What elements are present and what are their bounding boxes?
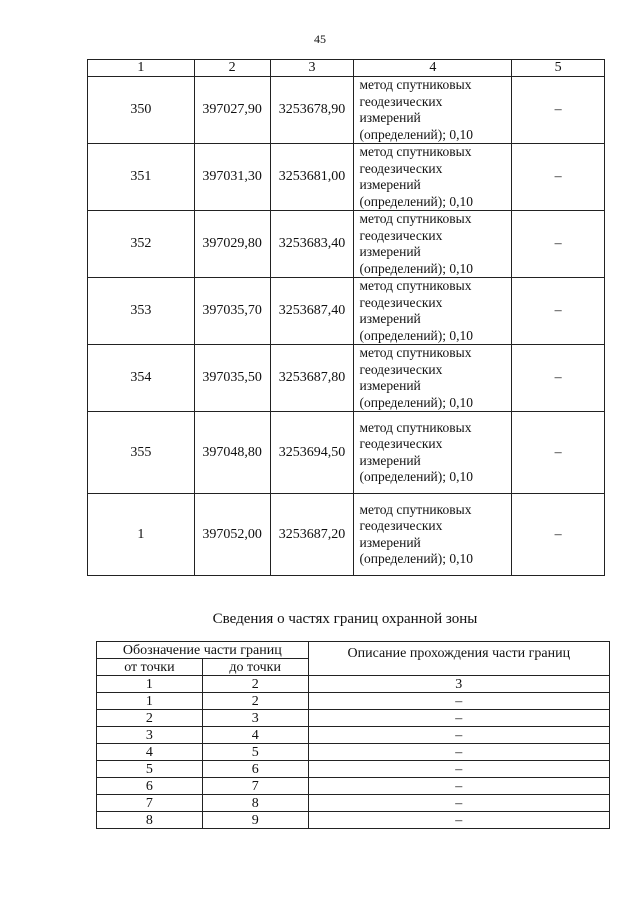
column-number-row xyxy=(97,676,610,693)
note-cell: – xyxy=(512,144,605,211)
table-row xyxy=(97,727,610,744)
y-coordinate: 3253681,00 xyxy=(270,144,354,211)
method-line: (определений); 0,10 xyxy=(359,260,474,276)
column-number: 3 xyxy=(308,676,609,693)
to-point: 6 xyxy=(202,761,308,778)
x-coordinate: 397052,00 xyxy=(194,494,270,576)
method-line: метод спутниковых xyxy=(359,501,472,517)
point-number: 350 xyxy=(88,77,195,144)
from-point: 7 xyxy=(97,795,203,812)
note-cell: – xyxy=(512,211,605,278)
y-coordinate: 3253687,20 xyxy=(270,494,354,576)
x-coordinate: 397035,70 xyxy=(194,278,270,345)
method-line: измерений xyxy=(359,177,421,192)
column-header: 2 xyxy=(194,60,270,77)
method-line: измерений xyxy=(359,534,421,550)
table-row xyxy=(97,778,610,795)
description-cell: – xyxy=(308,727,609,744)
y-coordinate: 3253687,80 xyxy=(270,345,354,412)
to-point: 5 xyxy=(202,744,308,761)
to-point: 2 xyxy=(202,693,308,710)
to-point: 9 xyxy=(202,812,308,829)
from-point: 8 xyxy=(97,812,203,829)
description-cell: – xyxy=(308,710,609,727)
coordinates-table-header-row xyxy=(88,60,605,77)
column-number: 1 xyxy=(97,676,203,693)
method-line: метод спутниковых xyxy=(359,77,472,92)
from-point-header: от точки xyxy=(97,659,203,676)
method-line: геодезических xyxy=(359,518,443,533)
description-cell: – xyxy=(308,778,609,795)
table-row xyxy=(97,795,610,812)
column-header: 5 xyxy=(512,60,605,77)
table-row xyxy=(97,710,610,727)
method-line: геодезических xyxy=(359,93,443,109)
point-number: 352 xyxy=(88,211,195,278)
column-header: 1 xyxy=(88,60,195,77)
note-cell: – xyxy=(512,345,605,412)
table-row xyxy=(88,278,605,345)
point-number: 354 xyxy=(88,345,195,412)
method-line: измерений xyxy=(359,452,421,468)
description-cell: – xyxy=(308,812,609,829)
to-point-header: до точки xyxy=(202,659,308,676)
from-point: 3 xyxy=(97,727,203,744)
boundary-parts-table xyxy=(96,641,610,829)
note-cell: – xyxy=(512,77,605,144)
designation-header: Обозначение части границ xyxy=(97,642,309,659)
from-point: 5 xyxy=(97,761,203,778)
method-line: (определений); 0,10 xyxy=(359,394,474,410)
column-header: 3 xyxy=(270,60,354,77)
table-row xyxy=(88,211,605,278)
description-cell: – xyxy=(308,761,609,778)
method-cell xyxy=(354,494,512,576)
to-point: 3 xyxy=(202,710,308,727)
point-number: 355 xyxy=(88,412,195,494)
column-header: 4 xyxy=(354,60,512,77)
point-number: 353 xyxy=(88,278,195,345)
x-coordinate: 397027,90 xyxy=(194,77,270,144)
table-row xyxy=(97,812,610,829)
x-coordinate: 397048,80 xyxy=(194,412,270,494)
table-row xyxy=(88,77,605,144)
method-line: метод спутниковых xyxy=(359,144,472,159)
method-line: (определений); 0,10 xyxy=(359,469,474,484)
from-point: 2 xyxy=(97,710,203,727)
method-line: геодезических xyxy=(359,160,443,176)
point-number: 351 xyxy=(88,144,195,211)
table-row xyxy=(97,744,610,761)
to-point: 8 xyxy=(202,795,308,812)
table-row xyxy=(97,693,610,710)
note-cell: – xyxy=(512,494,605,576)
coordinates-table xyxy=(87,59,605,576)
to-point: 7 xyxy=(202,778,308,795)
method-line: геодезических xyxy=(359,294,443,310)
note-cell: – xyxy=(512,278,605,345)
method-cell xyxy=(354,77,512,144)
y-coordinate: 3253678,90 xyxy=(270,77,354,144)
method-line: геодезических xyxy=(359,361,443,377)
boundary-parts-header-row xyxy=(97,642,610,659)
from-point: 1 xyxy=(97,693,203,710)
table-row xyxy=(88,494,605,576)
x-coordinate: 397031,30 xyxy=(194,144,270,211)
page-number: 45 xyxy=(314,32,326,46)
method-line: (определений); 0,10 xyxy=(359,126,474,142)
method-line: измерений xyxy=(359,244,421,259)
x-coordinate: 397029,80 xyxy=(194,211,270,278)
to-point: 4 xyxy=(202,727,308,744)
method-line: (определений); 0,10 xyxy=(359,551,474,566)
method-cell xyxy=(354,211,512,278)
method-line: метод спутниковых xyxy=(359,345,472,360)
method-line: метод спутниковых xyxy=(359,211,472,226)
method-line: геодезических xyxy=(359,436,443,451)
x-coordinate: 397035,50 xyxy=(194,345,270,412)
table-row xyxy=(88,345,605,412)
method-line: измерений xyxy=(359,110,421,125)
method-cell xyxy=(354,345,512,412)
y-coordinate: 3253683,40 xyxy=(270,211,354,278)
note-cell: – xyxy=(512,412,605,494)
table-row xyxy=(88,144,605,211)
method-line: метод спутниковых xyxy=(359,419,472,435)
method-cell xyxy=(354,278,512,345)
method-line: (определений); 0,10 xyxy=(359,327,474,343)
method-cell xyxy=(354,144,512,211)
description-cell: – xyxy=(308,795,609,812)
method-line: геодезических xyxy=(359,227,443,243)
table-row xyxy=(97,761,610,778)
description-header: Описание прохождения части границ xyxy=(308,642,609,676)
method-cell xyxy=(354,412,512,494)
column-number: 2 xyxy=(202,676,308,693)
method-line: метод спутниковых xyxy=(359,278,472,293)
from-point: 6 xyxy=(97,778,203,795)
from-point: 4 xyxy=(97,744,203,761)
method-line: измерений xyxy=(359,378,421,393)
method-line: (определений); 0,10 xyxy=(359,193,474,209)
point-number: 1 xyxy=(88,494,195,576)
section-title: Сведения о частях границ охранной зоны xyxy=(212,611,478,627)
table-row xyxy=(88,412,605,494)
method-line: измерений xyxy=(359,311,421,326)
description-cell: – xyxy=(308,744,609,761)
description-cell: – xyxy=(308,693,609,710)
y-coordinate: 3253694,50 xyxy=(270,412,354,494)
y-coordinate: 3253687,40 xyxy=(270,278,354,345)
